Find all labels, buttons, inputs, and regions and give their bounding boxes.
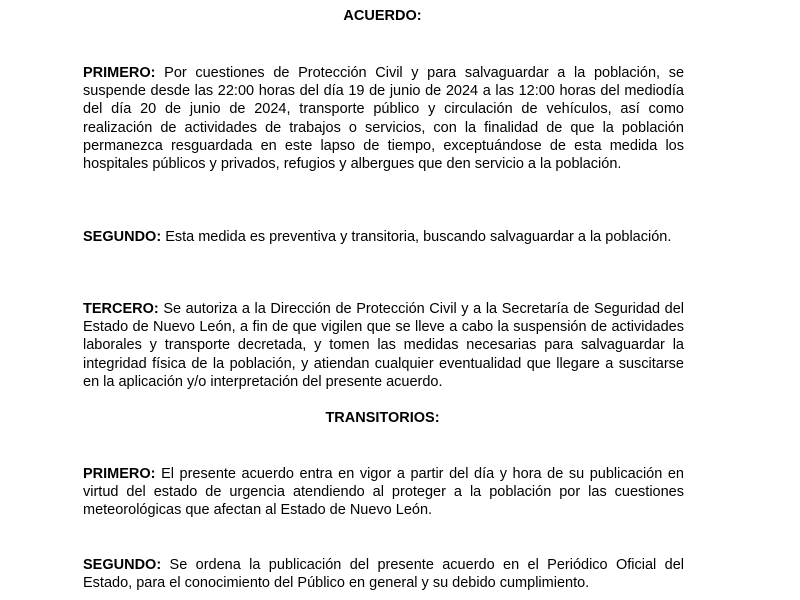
acuerdo-primero-clause xyxy=(83,64,684,173)
clause-label: TERCERO: xyxy=(83,301,159,317)
clause-text: El presente acuerdo entra en vigor a partir del día y hora de su publicación en virtud del estado de urgencia atendiendo al proteger a la población por las cuestiones meteorológicas que afectan al Estado de Nuevo León. xyxy=(83,466,684,519)
acuerdo-heading: ACUERDO: xyxy=(343,8,422,24)
clause-text: Se autoriza a la Dirección de Protección Civil y a la Secretaría de Seguridad del Estado de Nuevo León, a fin de que vigilen que se lleve a cabo la suspensión de actividades laborales y transporte decretada, y tomen las medidas necesarias para salvaguardar la integridad física de la población, y atiendan cualquier eventualidad que llegare a suscitarse en la aplicación y/o interpretación del presente acuerdo. xyxy=(83,301,684,390)
transitorios-heading: TRANSITORIOS: xyxy=(325,410,440,426)
transitorios-segundo-clause xyxy=(83,556,684,592)
acuerdo-segundo-clause xyxy=(83,228,684,246)
clause-text: Por cuestiones de Protección Civil y para salvaguardar a la población, se suspende desde las 22:00 horas del día 19 de junio de 2024 a las 12:00 horas del mediodía del día 20 de junio de 2024, transporte público y circulación de vehículos, así como realización de actividades de trabajos o servicios, con la finalidad de que la población permanezca resguardada en este lapso de tiempo, exceptuándose de esta medida los hospitales públicos y privados, refugios y albergues que den servicio a la población. xyxy=(83,65,685,173)
clause-label: SEGUNDO: xyxy=(83,557,162,573)
clause-text: Se ordena la publicación del presente acuerdo en el Periódico Oficial del Estado, para el conocimiento del Público en general y su debido cumplimiento. xyxy=(83,557,684,592)
clause-text: Esta medida es preventiva y transitoria, buscando salvaguardar a la población. xyxy=(165,229,672,245)
acuerdo-tercero-clause xyxy=(83,300,684,391)
clause-label: PRIMERO: xyxy=(83,65,156,81)
clause-label: SEGUNDO: xyxy=(83,229,162,245)
clause-label: PRIMERO: xyxy=(83,466,156,482)
transitorios-primero-clause xyxy=(83,465,684,520)
